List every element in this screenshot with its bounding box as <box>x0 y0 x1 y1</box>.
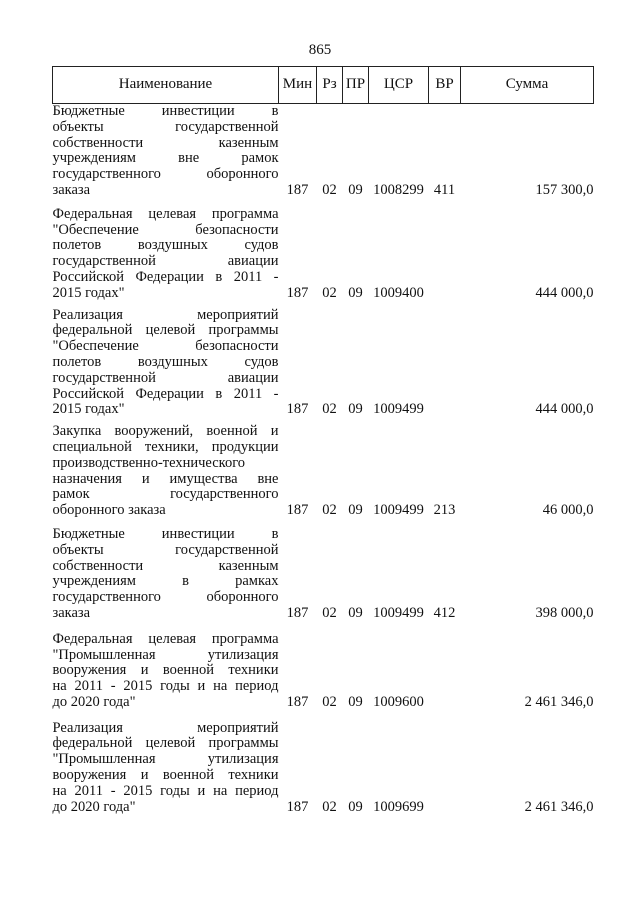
row-name-line: Российской Федерации в 2011 - <box>52 385 279 402</box>
table-row <box>53 527 594 622</box>
row-name-line: "Обеспечение безопасности <box>52 338 279 355</box>
row-name-line: государственного оборонного <box>52 589 279 606</box>
cell-pr: 09 <box>348 401 363 418</box>
page-number: 865 <box>308 42 332 58</box>
row-name-line: до 2020 года" <box>52 798 136 815</box>
cell-vr <box>429 207 461 302</box>
cell-pr: 09 <box>348 502 363 519</box>
cell-sum: 398 000,0 <box>535 604 594 621</box>
row-name-line: специальной техники, продукции <box>52 438 279 455</box>
cell-rz: 02 <box>322 284 337 301</box>
cell-min: 187 <box>286 604 309 621</box>
row-name-line: 2015 годах" <box>52 284 125 301</box>
cell-csr: 1009499 <box>373 401 424 418</box>
row-name-line: Закупка вооружений, военной и <box>52 423 279 440</box>
row-name <box>53 632 279 711</box>
row-name-line: Федеральная целевая программа <box>52 205 279 222</box>
row-name-line: государственной авиации <box>52 253 279 270</box>
cell-rz: 02 <box>322 401 337 418</box>
cell-rz: 02 <box>322 604 337 621</box>
cell-min: 187 <box>286 181 309 198</box>
cell-rz: 02 <box>322 693 337 710</box>
row-name-line: Российской Федерации в 2011 - <box>52 268 279 285</box>
cell-csr: 1008299 <box>373 181 424 198</box>
cell-min: 187 <box>286 693 309 710</box>
row-name-line: на 2011 - 2015 годы и на период <box>52 782 279 799</box>
row-name-line: объекты государственной <box>52 118 279 135</box>
cell-vr <box>429 308 461 419</box>
row-name <box>53 207 279 302</box>
row-name-line: "Промышленная утилизация <box>52 646 279 663</box>
row-name-line: 2015 годах" <box>52 401 125 418</box>
cell-pr: 09 <box>348 693 363 710</box>
table-row <box>53 308 594 419</box>
row-name-line: оборонного заказа <box>52 502 166 519</box>
row-name-line: до 2020 года" <box>52 693 136 710</box>
cell-pr: 09 <box>348 604 363 621</box>
cell-min: 187 <box>286 798 309 815</box>
row-name-line: Реализация мероприятий <box>52 719 279 736</box>
cell-csr: 1009499 <box>373 604 424 621</box>
row-name-line: Бюджетные инвестиции в <box>52 103 279 119</box>
row-name-line: государственного оборонного <box>52 166 279 183</box>
row-name <box>53 308 279 419</box>
table-row <box>53 424 594 519</box>
table-row <box>53 721 594 816</box>
row-name-line: учреждениям в рамках <box>52 573 279 590</box>
cell-vr <box>429 632 461 711</box>
cell-sum: 157 300,0 <box>535 181 594 198</box>
row-name-line: на 2011 - 2015 годы и на период <box>52 678 279 695</box>
row-name-line: "Промышленная утилизация <box>52 751 279 768</box>
cell-sum: 444 000,0 <box>535 401 594 418</box>
cell-sum: 444 000,0 <box>535 284 594 301</box>
cell-vr: 213 <box>433 502 456 519</box>
cell-csr: 1009499 <box>373 502 424 519</box>
row-name-line: заказа <box>52 181 91 198</box>
header-name: Наименование <box>53 67 279 104</box>
header-sum: Сумма <box>461 67 594 104</box>
row-name-line: "Обеспечение безопасности <box>52 221 279 238</box>
cell-vr: 412 <box>433 604 456 621</box>
row-name-line: рамок государственного <box>52 486 279 503</box>
row-name-line: объекты государственной <box>52 541 279 558</box>
cell-pr: 09 <box>348 798 363 815</box>
row-name-line: вооружения и военной техники <box>52 662 279 679</box>
table-row <box>53 104 594 199</box>
cell-sum: 46 000,0 <box>542 502 594 519</box>
row-name-line: полетов воздушных судов <box>52 353 279 370</box>
table-row <box>53 207 594 302</box>
row-name-line: собственности казенным <box>52 557 279 574</box>
row-name-line: собственности казенным <box>52 134 279 151</box>
row-name-line: производственно-технического <box>52 454 246 471</box>
header-pr: ПР <box>343 67 369 104</box>
row-name-line: вооружения и военной техники <box>52 767 279 784</box>
row-name <box>53 104 279 199</box>
row-name-line: учреждениям вне рамок <box>52 150 279 167</box>
row-name-line: Реализация мероприятий <box>52 306 279 323</box>
cell-csr: 1009600 <box>373 693 424 710</box>
cell-sum: 2 461 346,0 <box>524 798 594 815</box>
cell-min: 187 <box>286 502 309 519</box>
row-name-line: федеральной целевой программы <box>52 322 279 339</box>
row-name-line: государственной авиации <box>52 369 279 386</box>
cell-rz: 02 <box>322 798 337 815</box>
cell-min: 187 <box>286 284 309 301</box>
header-min: Мин <box>279 67 317 104</box>
row-name-line: Бюджетные инвестиции в <box>52 525 279 542</box>
cell-pr: 09 <box>348 181 363 198</box>
cell-sum: 2 461 346,0 <box>524 693 594 710</box>
row-name <box>53 721 279 816</box>
row-name-line: полетов воздушных судов <box>52 237 279 254</box>
header-vr: ВР <box>429 67 461 104</box>
cell-pr: 09 <box>348 284 363 301</box>
table-row <box>53 632 594 711</box>
budget-table <box>52 66 594 815</box>
cell-min: 187 <box>286 401 309 418</box>
table-body <box>53 104 594 816</box>
row-name-line: заказа <box>52 604 91 621</box>
header-rz: Рз <box>317 67 343 104</box>
row-name-line: Федеральная целевая программа <box>52 630 279 647</box>
cell-csr: 1009400 <box>373 284 424 301</box>
row-name <box>53 527 279 622</box>
header-csr: ЦСР <box>369 67 429 104</box>
cell-csr: 1009699 <box>373 798 424 815</box>
row-name <box>53 424 279 519</box>
table-header-row <box>53 67 594 104</box>
cell-vr <box>429 721 461 816</box>
cell-vr: 411 <box>433 181 456 198</box>
row-name-line: назначения и имущества вне <box>52 470 279 487</box>
row-name-line: федеральной целевой программы <box>52 735 279 752</box>
cell-rz: 02 <box>322 181 337 198</box>
cell-rz: 02 <box>322 502 337 519</box>
